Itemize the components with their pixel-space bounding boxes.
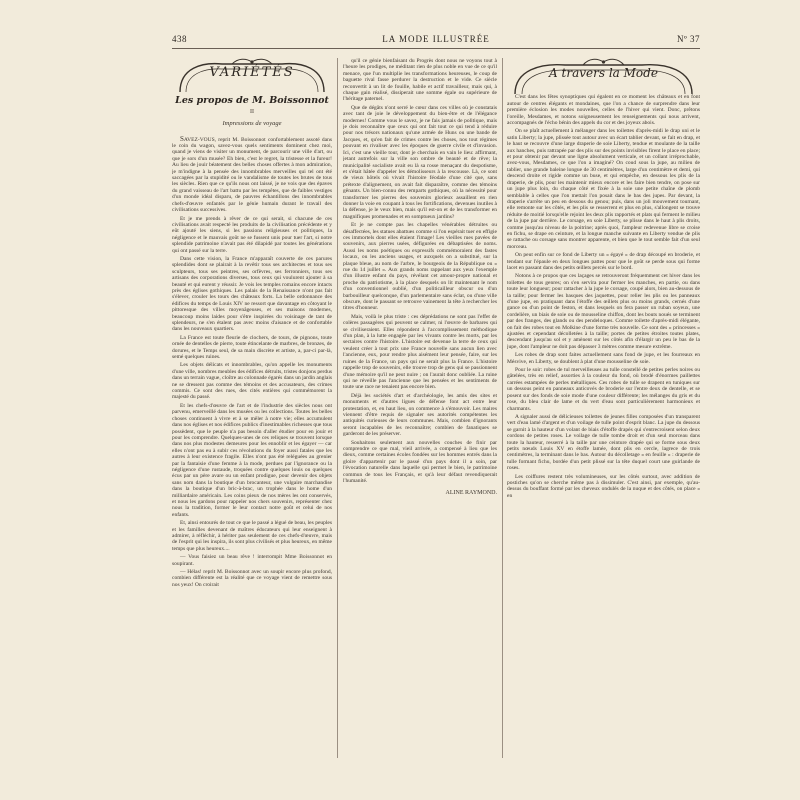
paragraph: — Hélas! reprit M. Boissonnot avec un soupir encore plus profond, combien différente est la réalité que ce voyage vient de remettre sous nos yeux! On croirait — [172, 569, 332, 588]
paragraph: Les robes de drap sont faites actuellement sans fond de jupe, et les fourreaux en Mésvive, en Liberty, se doublent à plat d'une mousseline de soie. — [507, 352, 700, 365]
issue-number: Nº 37 — [676, 34, 700, 44]
paragraph: Que de dégâts n'ont serré le cœur dans ces villes où je constatais avec tant de joie le développement du bien-être et de l'élégance modernes! Comme vous le savez, je ne fais jamais de politique, mais je dois reconnaître que ceux qui ont fait tout ce qui tend à réduire pour nos trésors nationaux qu'une armée de Huns ou une bande de Jacques, et, qu'en fait de crimes contre les choses, nos tout régimes pouvant en rivaliser avec les époques de guerre civile et d'invasion. Ici, c'est une vieille tour, dont je cherchais en vain le lieu: affirmant, jetant autrefois sur la ville son ombre de beauté et de rêve; la municipalité socialiste avait eu là sa rosse menaçant du despotisme, et s'était hâtée d'appeler les démolisseurs à la rescousse. Là, ce sont de vieux hôtels où vivait l'histoire féodale d'une cité que, sans prétexte d'alignement, on avait fait disparaître, comme des témoins gênants. Un bien-connu des remparts gothiques, où la nécessité pour transformer les pierres des souvenirs glorieux assaillent en rien donner la voie en coupant à tous les fortifications, devenues inutiles à la défense, je le veux bien, mais qu'il est-on et de les transformer en magnifiques promenades et en somptueux jardins? — [343, 104, 497, 220]
paragraph: Les objets délicats et innombrables, qu'on appelle les monuments d'une ville, nombres meubles des édifices détruits, tristes donjons perdus dans un terrain vague, cloître au colonnade égarés dans un jardin anglais ne se dressent pas comme des témoins et des accusateurs, des crimes commis. Ce sont des rues, des cités entières qui commémorent la majesté du passé. — [172, 362, 332, 401]
author-signature: ALINE RAYMOND. — [445, 490, 497, 497]
paragraph: SAVEZ-VOUS, reprit M. Boissonnot confortablement assoté dans le coin du wagon, savez-vous quels sentiments dominent chez moi, quand je viens de visiter un monument, de parcourir une ville d'art, ou que je sors d'un musée? Eh bien, c'est le regret, la tristesse et la fureur! Au lieu de jouir béatement des belles choses offertes à mon admiration, je m'indigne à la pensée des innombrables merveilles qui tel ont été saccagées par la stupidité ou le vandalisme de toutes les brutes de tous les siècles. Rien que ce qu'ils nous ont laissé, je ne vois que des épaves du grand vaisseau de l'art battu par les tempêtes, que de faibles vestiges d'un monde idéal disparu, de pauvres échantillons des innombrables chefs-d'œuvre enfantés par le génie humain durant le travail des civilisations successives. — [172, 134, 332, 214]
paragraph: Et je me prends à rêver de ce qui serait, si chacune de ces civilisations avait respecté les produits de la civilisation précédente et y eût ajouté les siens, si les passions religieuses et politiques, la négligence et le mauvais goût ne se fussent unis pour tuer l'art, si notre splendide patrimoine n'avait pas été dilapidé par toutes les générations qui ont passé sur la terre. — [172, 215, 332, 254]
paragraph: Et je ne compte pas les chapelles vénérables détruites ou désaffectées, les statues abattues comme si l'on espérait tuer en effigie ces immortels dont elles étaient l'image! Les vieilles rues pavées de souvenirs, aux pierres usées, défigurées en débaptisées de noms. Aussi les noms poétiques ou expressifs commémoraient des fastes locaux, ou les anciens usages, et auxquels on a substitué, sur la plaque bleue, au nom de l'arbre, le bourgeois de la République ou « rue du 14 juillet ». Aux grands noms rappelant aux yeux l'exemple d'un illustre enfant du pays, révélant cet amour-propre national et proche du patriotisme, à la place desquels on lit maintenant le nom d'un conventionnel oublié, d'un politicailleur obscur ou d'un barbouilleur quelconque, d'un parlementaire sans éclat, ou d'une ville obscure, dont le passant se retrouve vainement la tête à rechercher les titres d'honneur. — [343, 222, 497, 312]
paragraph: Mais, voilà le plus triste : ces déprédations ne sont pas l'effet de colères passagères qui peuvent se calmer, ni l'œuvre de barbares qui se civiliseraient. Elles répondent à l'accomplissement méthodique d'un plan, à la lutte engagée par les vivants contre les morts, par les sectaires contre l'histoire. L'histoire est devenue la terre de ceux qui veulent créer à tout prix une France nouvelle sans aucun lien avec l'ancienne, eux, pour rendre plus aisément leur pensée, faire, sur les ruines de la France, un pays qui ne serait plus la France. L'histoire rappelle trop de souvenirs, elle trouve trop de gens qui se passionnent d'une mémoire qu'il ne peut nuire ; on l'aurait donc oubliée. La ruine qui ne réveille pas l'ancienne que les pensées et les sentiments de toute une race ne tenaient pas encore bien. — [343, 313, 497, 391]
article-subtitle: Impressions de voyage — [222, 120, 282, 128]
paragraph: Dans cette vision, la France m'apparaît couverte de ces parures splendides dont se plairait à la revêtir tous ses architectes et tous ses sculpteurs, tous ses peintres, ses orfèvres, ses ferronniers, tous ses artisans des corporations diverses, tous ceux qui voulurent ajouter à sa beauté et qui eurent y réussir. Je vois les temples romains encore intacts près des églises gothiques. Les palais de la Renaissance n'ont pas fait s'élever, crouler les tours des châteaux forts. La belle ordonnance des édifices du temps de Louis XIV ne ressort que davantage en côtoyant le pittoresque des villes moyenâgeuses, et ses maisons modernes, beaucoup moins laides pour s'être inspirées du voisinage de tant de splendeurs, ne s'en étalent pas avec moins d'aisance et de confortable dans les nouveaux quartiers. — [172, 255, 332, 333]
article-number: II — [250, 108, 254, 115]
paragraph: On se plaît actuellement à mélanger dans les toilettes d'après-midi le drap uni et le satin Liberty; la jupe, plissée tout autour avec un écart tablier devant, se fait en drap, et le haut se recouvre d'une large draperie de soie Liberty, tendue et moulante de la taille aux hanches, puis rattrapée par des plis sur des points invisibles firent le place en place; et pour obtenir par devant une ligne absolument verticale, et un collant irréprochable, avez-vous, Mesdames, ce que l'on a imaginé? On coud sous la jupe, au milieu de tablier, une grande baleine longue de 30 centimètres, large d'un centimètre et demi, qui descend droite et rigide comme un buse, et qui empêche, en dessous les plis de la draperie, de plis, pour les maintenir mieux encore et les faire bien tendre, on pose sur un jupe plus loin, du chaque côté et fixée à la soie une petite chaîne de plomb semblable à celles que l'on mettait l'on posait dans le bas des jupes. Par devant, la draperie s'arrête un peu en dessous du genou; puis, dans un joli mouvement tournant, elle remonte sur les côtés, et les plis se resserrent et plus en plus, s'allongent se trouve réduite de moitié lorsqu'elle rejoint les deux plis rapportés et plats qui ferment le milieu de la jupe par derrière. Le corsage, en soie Liberty, se plisse dans le haut à plis droits, comme jusqu'au niveau de la poitrine; après quoi, l'ampleur redevenue libre se croise en fichu, se drape en ceinture, et la longue manche suivante en Liberty vendue de plis se rattache ou corsage sans montrer apparente, et bien que le tout semble fait d'un seul morceau. — [507, 128, 700, 250]
journal-title: LA MODE ILLUSTRÉE — [382, 34, 490, 44]
paragraph: On peut enfin sur ce fond de Liberty un « égayé » de drap découpé en broderie, et tendant sur l'épaule en deux longues pattes pour que le goût se perde sous qui forme lacet en passant dans des petits œillets percés sur le bord. — [507, 252, 700, 271]
section-title: A travers la Mode — [549, 66, 658, 80]
paragraph: A signaler aussi de délicieuses toilettes de jeunes filles composées d'un transparent vert d'eau lamé d'argent et d'un voilage de tulle point d'esprit blanc. La jupe du dessous se garnit à la hauteur d'un volant de biais d'étoffe drapés qui s'entrecroisent selon deux cordons de petites roses. Le voilage de tulle tombe droit et d'un seul morceau dans toute la hauteur, resserré à la taille par une ceinture drapée qui se forme sous deux petits nœuds Louis XV en étoffe lamée, dont plis en cercle, lagrece de trois centimètres, la terminant dans le bas. Autour du décolletage « en feuille » : draperie de tulle formant fichu, bordée d'un petit plissé sur la tête duquel court une guirlande de roses. — [507, 413, 700, 472]
page-header — [172, 34, 700, 48]
paragraph: Souhaitons seulement aux nouvelles couches de finir par comprendre ce que mal, vieil arrivée, a compensé à lieu que les dieux, comme certaines écoles fondées sur les hommes entrés dans la gloire d'appartenir par le passé d'un pays dont il a soin, par l'évocation naturelle dans laquelle qui permet le bien, le patrimoine commun de tous les Français, et qu'à leur défaut revendiquerait l'humanité. — [343, 439, 497, 484]
column-varietes — [172, 58, 332, 758]
paragraph: Déjà les sociétés d'art et d'archéologie, les amis des sites et monuments et d'autres ligues de défense font act entre leur protestation, et, en haut lieu, on commence à s'émouvoir. Les maires viennent d'être requis de signaler ses autorités compétentes les antiquités curieuses de leurs communes. Mais, combien d'ignorants seront incapables de les reconnaître; combien de fanatiques se garderont de les préserver. — [343, 392, 497, 438]
header-rule — [172, 48, 700, 49]
column-divider — [502, 58, 503, 758]
paragraph: — Vous faisiez un beau rêve ! interrompit Mme Boissonnot en soupirant. — [172, 554, 332, 567]
column-divider — [337, 58, 338, 758]
article-title: Les propos de M. Boissonnot — [175, 95, 329, 107]
paragraph: Notons à ce propos que ces laçages se retrouveront fréquemment cet hiver dans les toilettes de tous genres; on s'en servira pour fermer les manches, en partie, ou dans toute leur longueur; pour rattacher à la jupe le corsage, coupé alors, bien au-dessous de la taille; pour fermer les basques des jaquettes, pour relier les plis ou les panneaux d'une jupe, en pratiquant dans l'étoffe des œillets plus ou moins grands, cernés d'une gance ou d'un point de feston, et dans lesquels on fera passer un ruban soyeux, une cordelière, un biais de soie ou de mousseline chiffon, dont les bouts noués se terminent par des franges, des glands ou des pendeloques. Comme toilette d'après-midi élégante, on fait des robes tout en Molkine d'une forme très nouvelle. Ce sont des « princesses » ajustées et cependant décolletées à la taille; portes de petites étroites toutes plates, descendant jusqu'au sol et y amènent sur les côtés afin d'élargir un peu le bas de la jupe, dont l'ampleur ne doit pas dépasser 3 mètres comme mesure extrême. — [507, 273, 700, 350]
paragraph: Les coiffures restent très volumineuses, sur les côtés surtout, avec addition de postiches qu'on se cherche même pas à dissimuler. C'est ainsi, par exemple, qu'au-dessus du bouffant formé par les cheveux ondulés de la nuque et des côtés, on place « en — [507, 473, 700, 499]
column-a-travers-la-mode — [507, 58, 700, 758]
paragraph: Et, ainsi entourés de tout ce que le passé a légué de beau, les peuples et les familles devenant de maîtres éducateurs qui leur enseignent à admirer, à réfléchir, à hériter pas seulement de ces chefs-d'œuvre, mais de l'esprit qui les inspira, ils sont plus civilisés et plus heureux, en même temps que plus heureux.... — [172, 520, 332, 552]
paragraph: C'est dans les fêtes synoptiques qui égalent en ce moment les châteaux et en font autour de centres élégants et mondaines, que l'on a chance de surprendre dans leur première éclosion les modes nouvelles, celles de l'hiver qui vient. Donc, prêtons l'oreille, Mesdames, et notons soigneusement les renseignements qui nous arrivent, accompagnés de l'écho bénin des appels du cor et des joyeux abois. — [507, 94, 700, 127]
column-continuation — [343, 58, 497, 758]
page-number: 438 — [172, 34, 187, 44]
paragraph: Pour le soir: robes de tul merveilleuses au tulle constellé de petites perles noires ou gâtelées, très en relief, assorties à la couleur du fond, où brodé d'énormes paillettes carrées estampées de perles métalliques. Ces robes de tulle se drapent en tuniques sur un dessous peint en panneaux anticovés de broderie sur l'entre deux de dentelle, et se posent sur des fonds de soie mode d'une couleur différente; les mélanges du gris et du rose, du bleu clair de lame et du vert d'eau sont particulièrement harmonieux et charmants. — [507, 367, 700, 412]
section-title: VARIÉTÉS — [209, 65, 295, 80]
paragraph: Et les chefs-d'œuvre de l'art et de l'industrie des siècles nous ont parvenu, emerveillé dans les musées ou les collections. Toutes les belles choses continuent à vivre et à se mêler à notre vie; elles accumulent dans nos églises et nos édifices publics d'inestimables richesses que tous possèdent, que le peuple n'a pas besoin d'aller étudier pour en jouir et pour les comprendre. Quelques-unes de ces reliques se trouvent lorsque dans nos plus modestes demeures pour les ennoblir et les égayer — car elles n'ont pas eu à subir ces révolutions du foyer aussi fatales que les autres à leur existence fragile. Elles n'ont pas été reléguées au grenier par la fantaisie d'une femme à la mode, perdues par l'ignorance ou la négligence d'une rustaude, troquées contre quelques louis ou quelques écus par un père avare ou un enfant prodigue, pour devenir des objets sans nom dans la boutique d'un brocanteur, une vulgaire marchandise dans la boutique d'un bric-à-brac, un trophée dans le home d'un milliardaire américain. Les coins pieux de nos mères les ont conservés, et nous les gardons pour rappeler nos chers souvenirs, représenter chez nous la tradition, former le leur contact notre goût et celui de nos enfants. — [172, 402, 332, 518]
paragraph: qu'il ce génie bienfaisant du Progrès dont nous ne voyons tout à l'heure les prodiges, ne méditant rien de plus noble en vue de ce qu'il menace, que l'un multiplie les transformations heureuses, le coup de baguette rival fasse perdurer la destruction et le vide. Ce siècle reconvertit à un lit de fouille, habile et actif travailleur, mais qui, à chaque gain réalisé, dissiperait une somme égale ou supérieure de l'héritage paternel. — [343, 58, 497, 103]
paragraph: La France est toute fleurie de clochers, de tours, de pignons, toute ornée de dentelles de pierre, toute étincelante de marbres, de bronzes, de dorures, et le Temps seul, de sa main discrète et artiste, a, par-ci par-là, semé quelques ruines. — [172, 334, 332, 361]
